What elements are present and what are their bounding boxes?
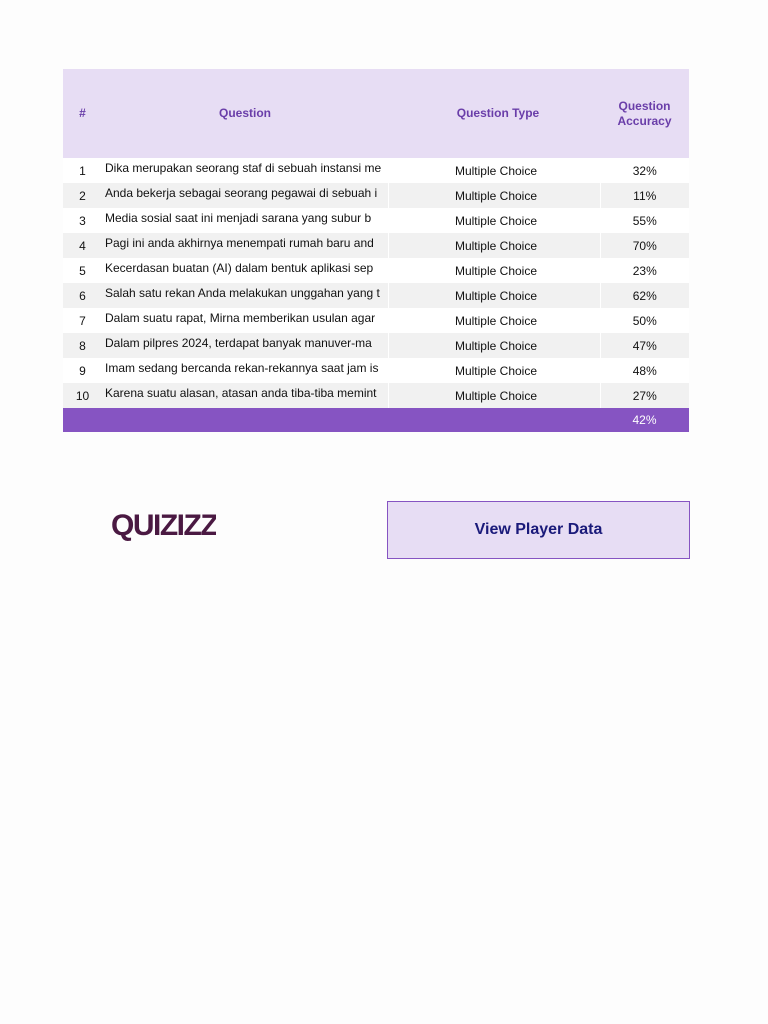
- table-row[interactable]: [63, 358, 689, 383]
- question-text: Dalam pilpres 2024, terdapat banyak manuver-ma: [102, 333, 388, 358]
- header-question-type: Question Type: [388, 69, 600, 158]
- row-number: 6: [63, 283, 102, 308]
- row-number: 4: [63, 233, 102, 258]
- logo-wordmark: QUIZIZZ: [111, 509, 216, 542]
- question-accuracy-table: [63, 69, 689, 432]
- table-row[interactable]: [63, 283, 689, 308]
- table-row[interactable]: [63, 383, 689, 408]
- total-row: [63, 408, 689, 432]
- total-cell-empty: [63, 408, 102, 432]
- question-type: Multiple Choice: [388, 183, 600, 208]
- row-number: 5: [63, 258, 102, 283]
- question-accuracy: 50%: [600, 308, 689, 333]
- question-accuracy: 23%: [600, 258, 689, 283]
- view-player-data-button[interactable]: View Player Data: [387, 501, 690, 559]
- question-text: Salah satu rekan Anda melakukan unggahan yang t: [102, 283, 388, 308]
- table-row[interactable]: [63, 308, 689, 333]
- question-accuracy: 27%: [600, 383, 689, 408]
- table-row[interactable]: [63, 183, 689, 208]
- table-header-row: [63, 69, 689, 158]
- table-row[interactable]: [63, 158, 689, 183]
- table-row[interactable]: [63, 333, 689, 358]
- question-accuracy: 70%: [600, 233, 689, 258]
- question-text: Media sosial saat ini menjadi sarana yang subur b: [102, 208, 388, 233]
- quizizz-logo-icon: [111, 503, 216, 549]
- question-type: Multiple Choice: [388, 283, 600, 308]
- table-row[interactable]: [63, 258, 689, 283]
- row-number: 9: [63, 358, 102, 383]
- row-number: 7: [63, 308, 102, 333]
- question-type: Multiple Choice: [388, 208, 600, 233]
- quizizz-logo: [111, 503, 216, 549]
- question-type: Multiple Choice: [388, 358, 600, 383]
- question-text: Kecerdasan buatan (AI) dalam bentuk aplikasi sep: [102, 258, 388, 283]
- header-question: Question: [102, 69, 388, 158]
- question-type: Multiple Choice: [388, 383, 600, 408]
- question-text: Anda bekerja sebagai seorang pegawai di sebuah i: [102, 183, 388, 208]
- question-text: Karena suatu alasan, atasan anda tiba-tiba memint: [102, 383, 388, 408]
- question-accuracy: 47%: [600, 333, 689, 358]
- question-type: Multiple Choice: [388, 258, 600, 283]
- row-number: 10: [63, 383, 102, 408]
- table-row[interactable]: [63, 208, 689, 233]
- row-number: 3: [63, 208, 102, 233]
- header-accuracy: Question Accuracy: [600, 69, 689, 158]
- question-accuracy: 55%: [600, 208, 689, 233]
- question-type: Multiple Choice: [388, 158, 600, 183]
- question-accuracy: 32%: [600, 158, 689, 183]
- question-accuracy: 48%: [600, 358, 689, 383]
- question-accuracy: 11%: [600, 183, 689, 208]
- question-type: Multiple Choice: [388, 308, 600, 333]
- question-accuracy: 62%: [600, 283, 689, 308]
- question-type: Multiple Choice: [388, 333, 600, 358]
- question-type: Multiple Choice: [388, 233, 600, 258]
- row-number: 1: [63, 158, 102, 183]
- question-text: Imam sedang bercanda rekan-rekannya saat jam is: [102, 358, 388, 383]
- row-number: 8: [63, 333, 102, 358]
- total-cell-empty: [102, 408, 388, 432]
- table-row[interactable]: [63, 233, 689, 258]
- question-text: Dika merupakan seorang staf di sebuah instansi me: [102, 158, 388, 183]
- question-text: Dalam suatu rapat, Mirna memberikan usulan agar: [102, 308, 388, 333]
- header-number: #: [63, 69, 102, 158]
- total-cell-empty: [388, 408, 600, 432]
- question-text: Pagi ini anda akhirnya menempati rumah baru and: [102, 233, 388, 258]
- row-number: 2: [63, 183, 102, 208]
- total-accuracy: 42%: [600, 408, 689, 432]
